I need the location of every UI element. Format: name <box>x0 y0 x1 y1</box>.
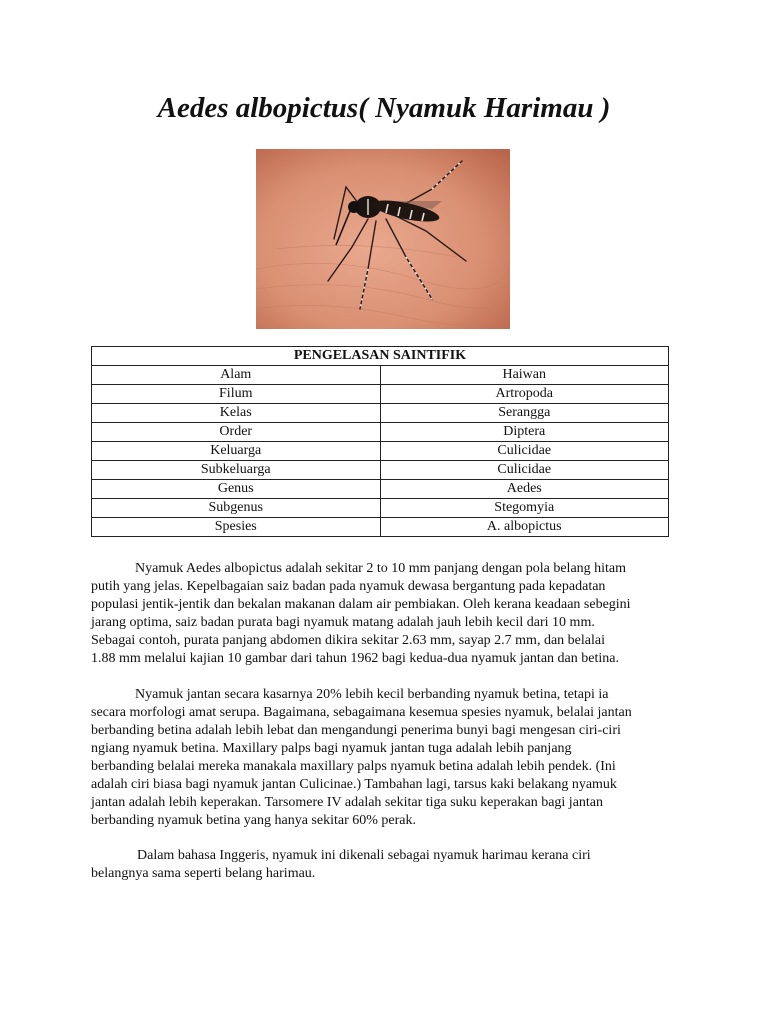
row-value: Diptera <box>380 423 669 442</box>
paragraph-line: secara morfologi amat serupa. Bagaimana, sebagaimana kesemua spesies nyamuk, belalai jantan <box>91 705 632 720</box>
mosquito-photo <box>256 149 510 329</box>
paragraph-line: Nyamuk Aedes albopictus adalah sekitar 2 to 10 mm panjang dengan pola belang hitam <box>135 561 627 576</box>
row-value: Serangga <box>380 404 669 423</box>
paragraph-line: berbanding betina adalah lebih lebat dan mengandungi penerima bunyi bagi mengesan ciri-ciri <box>91 723 621 738</box>
paragraph-line: Nyamuk jantan secara kasarnya 20% lebih kecil berbanding nyamuk betina, tetapi ia <box>135 687 609 702</box>
table-row <box>92 518 669 537</box>
paragraph-line: jantan adalah lebih keperakan. Tarsomere IV adalah sekitar tiga suku keperakan bagi jantan <box>91 795 604 810</box>
paragraph-line: ngiang nyamuk betina. Maxillary palps bagi nyamuk jantan tuga adalah lebih panjang <box>91 741 572 756</box>
paragraph-line: berbanding nyamuk betina yang hanya sekitar 60% perak. <box>91 813 417 828</box>
row-value: Haiwan <box>380 366 669 385</box>
paragraph-3 <box>91 847 671 883</box>
paragraph-1 <box>91 560 671 668</box>
row-label: Spesies <box>92 518 381 537</box>
table-row <box>92 404 669 423</box>
row-value: A. albopictus <box>380 518 669 537</box>
row-label: Subkeluarga <box>92 461 381 480</box>
row-value: Aedes <box>380 480 669 499</box>
table-row <box>92 385 669 404</box>
paragraph-line: Sebagai contoh, purata panjang abdomen dikira sekitar 2.63 mm, sayap 2.7 mm, dan belalai <box>91 633 605 648</box>
row-value: Artropoda <box>380 385 669 404</box>
paragraph-line: adalah ciri biasa bagi nyamuk jantan Culicinae.) Tambahan lagi, tarsus kaki belakang nyamuk <box>91 777 617 792</box>
paragraph-line: putih yang jelas. Kepelbagaian saiz badan pada nyamuk dewasa bergantung pada kepadatan <box>91 579 606 594</box>
paragraph-line: Dalam bahasa Inggeris, nyamuk ini dikenali sebagai nyamuk harimau kerana ciri <box>137 848 591 863</box>
row-label: Alam <box>92 366 381 385</box>
paragraph-line: jarang optima, saiz badan purata bagi nyamuk matang adalah jauh lebih kecil dari 10 mm. <box>91 615 595 630</box>
row-value: Culicidae <box>380 442 669 461</box>
table-row <box>92 499 669 518</box>
row-value: Culicidae <box>380 461 669 480</box>
paragraph-line: populasi jentik-jentik dan bekalan makanan dalam air pembiakan. Oleh kerana keadaan sebegini <box>91 597 631 612</box>
table-row <box>92 461 669 480</box>
row-label: Keluarga <box>92 442 381 461</box>
row-label: Subgenus <box>92 499 381 518</box>
scientific-classification-table <box>91 346 669 537</box>
row-label: Kelas <box>92 404 381 423</box>
paragraph-line: berbanding belalai mereka manakala maxillary palps nyamuk betina adalah lebih pendek. (Ini <box>91 759 616 774</box>
row-value: Stegomyia <box>380 499 669 518</box>
row-label: Genus <box>92 480 381 499</box>
table-header-row <box>92 347 669 366</box>
row-label: Filum <box>92 385 381 404</box>
table-row <box>92 480 669 499</box>
table-row <box>92 423 669 442</box>
page-title: Aedes albopictus( Nyamuk Harimau ) <box>157 92 611 124</box>
table-header: PENGELASAN SAINTIFIK <box>92 347 669 366</box>
paragraph-line: 1.88 mm melalui kajian 10 gambar dari tahun 1962 bagi kedua-dua nyamuk jantan dan betina. <box>91 651 619 666</box>
paragraph-2 <box>91 686 671 830</box>
paragraph-line: belangnya sama seperti belang harimau. <box>91 866 316 881</box>
table-row <box>92 366 669 385</box>
row-label: Order <box>92 423 381 442</box>
table-row <box>92 442 669 461</box>
